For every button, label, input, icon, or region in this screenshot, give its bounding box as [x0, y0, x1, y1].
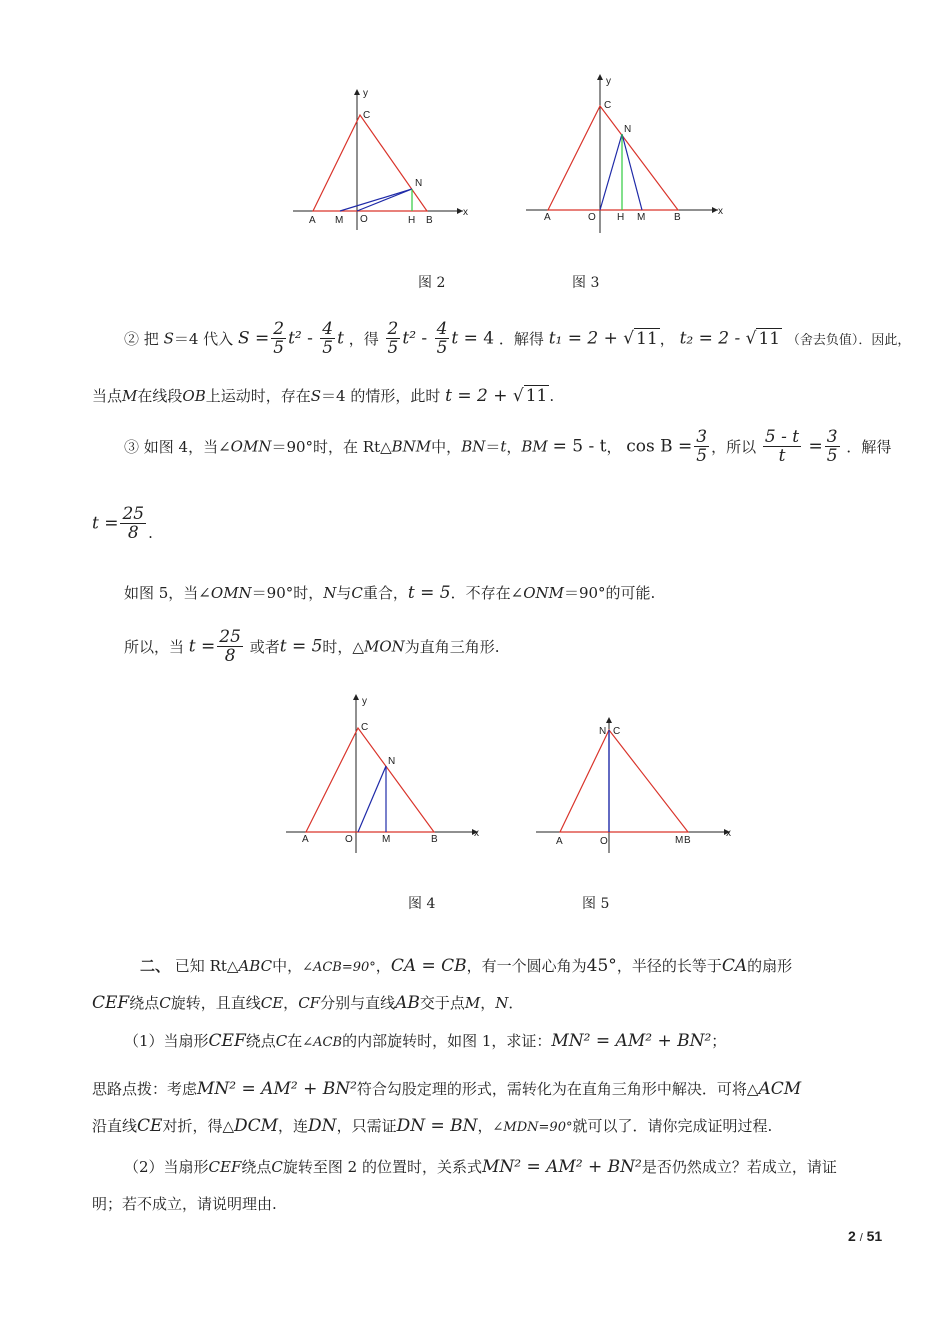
- fig2-label-b: B: [426, 215, 433, 226]
- figure-3: [520, 70, 725, 235]
- problem2-number: 二、: [140, 957, 171, 975]
- problem2-line2: CEF绕点C旋转，且直线CE，CF分别与直线AB交于点M，N．: [92, 993, 524, 1013]
- fig3-label-b: B: [674, 212, 681, 223]
- fig5-label-o: O: [600, 836, 608, 847]
- fig2-caption: 图 2: [418, 275, 446, 291]
- fig2-label-y: y: [363, 88, 368, 99]
- fig5-label-n: N: [599, 726, 607, 737]
- fig4-label-x: x: [474, 828, 479, 839]
- fig3-label-m: M: [637, 212, 646, 223]
- fig5-label-a: A: [556, 836, 563, 847]
- fig4-caption: 图 4: [408, 896, 436, 912]
- fig4-label-b: B: [431, 834, 438, 845]
- problem2-hint-line2: 沿直线CE对折，得△DCM，连DN，只需证DN = BN，∠MDN=90°就可以了．请你完成证明过程.: [92, 1116, 773, 1136]
- fig5-label-x: x: [726, 828, 731, 839]
- fig3-label-a: A: [544, 212, 551, 223]
- fig4-label-y: y: [362, 696, 367, 707]
- fig4-label-c: C: [361, 722, 369, 733]
- fig5-label-c: C: [613, 726, 621, 737]
- fig3-label-x: x: [718, 206, 723, 217]
- problem2-line1: 二、 已知 Rt△ABC中，∠ACB=90°，CA = CB，有一个圆心角为45°，半径的长等于CA的扇形: [140, 956, 793, 976]
- fig4-label-n: N: [388, 756, 396, 767]
- problem2-question2: （2）当扇形CEF绕点C旋转至图 2 的位置时，关系式MN² = AM² + BN²是否仍然成立？若成立，请证: [124, 1157, 837, 1177]
- figure-4: [280, 690, 485, 855]
- fig3-label-y: y: [606, 76, 611, 87]
- fig5-caption: 图 5: [582, 896, 610, 912]
- fig5-label-b: B: [684, 835, 691, 846]
- fig4-label-o: O: [345, 834, 353, 845]
- fig2-label-h: H: [408, 215, 416, 226]
- fig2-label-n: N: [415, 178, 423, 189]
- fig3-label-h: H: [617, 212, 625, 223]
- fig3-label-n: N: [624, 124, 632, 135]
- fig3-label-o: O: [588, 212, 596, 223]
- line-m-on-ob: 当点M在线段OB上运动时，存在S＝4 的情形，此时 t = 2 + √ 11 .: [92, 386, 555, 406]
- line-t-25-8: t = $\frac{25}{8}$ .: [92, 504, 153, 543]
- fig3-label-c: C: [604, 100, 612, 111]
- problem2-question2-cont: 明；若不成立，请说明理由.: [92, 1195, 277, 1213]
- fig3-caption: 图 3: [572, 275, 600, 291]
- line-conclusion: 所以，当 t = $\frac{25}{8}$ 或者t = 5时，△MON为直角三角形.: [124, 627, 500, 666]
- fig5-label-m: M: [675, 835, 684, 846]
- problem2-question1: （1）当扇形CEF绕点C在∠ACB的内部旋转时，如图 1，求证：MN² = AM² + BN²；: [124, 1031, 727, 1051]
- fig2-label-m: M: [335, 215, 344, 226]
- page-number: 2 / 51: [848, 1228, 883, 1244]
- fig4-label-m: M: [382, 834, 391, 845]
- fig2-label-c: C: [363, 110, 371, 121]
- figure-2: [285, 85, 470, 235]
- line-substitute-s4: ② 把 S＝4 代入 S = $\frac{2}{5}$ t² - $\frac{4}{5}$ t ，得 $\frac{2}{5}$ t² - $\frac{4}{5}$ t = 4 ．解得 t₁ = 2 + √ 11 ， t₂ = 2 - √ 11 （舍去负值）．因此，: [124, 319, 911, 358]
- line-fig5-condition: 如图 5，当∠OMN＝90°时，N与C重合，t = 5．不存在∠ONM＝90°的可能.: [124, 583, 656, 603]
- fig2-label-a: A: [309, 215, 316, 226]
- frac-2-5: $\frac{2}{5}$: [273, 319, 285, 358]
- figure-5: [530, 715, 740, 855]
- fig2-label-x: x: [463, 207, 468, 218]
- fig2-label-o: O: [360, 214, 368, 225]
- fig4-label-a: A: [302, 834, 309, 845]
- problem2-hint-line1: 思路点拨：考虑MN² = AM² + BN²符合勾股定理的形式，需转化为在直角三角形中解决．可将△ACM: [92, 1079, 802, 1099]
- line-fig4-condition: ③ 如图 4，当∠OMN＝90°时，在 Rt△BNM中，BN＝t，BM = 5 - t， cos B = $\frac{3}{5}$ ，所以 $\frac{5 - t}{t}$ = $\frac{3}{5}$ ．解得: [124, 427, 892, 466]
